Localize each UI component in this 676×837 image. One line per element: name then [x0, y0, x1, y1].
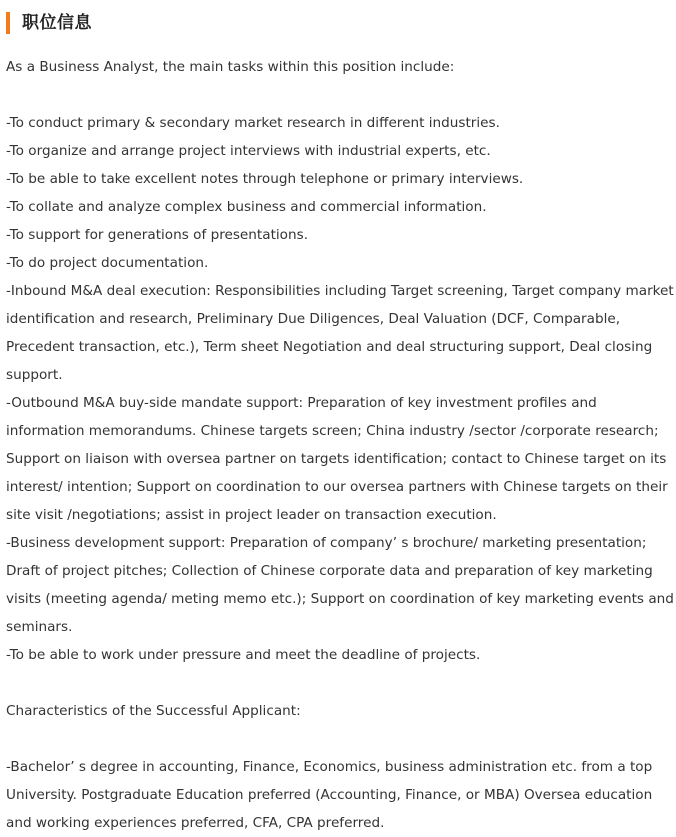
description-line: seminars. [6, 619, 73, 635]
description-line: visits (meeting agenda/ meting memo etc.); Support on coordination of key marketing events and [6, 591, 674, 607]
blank-line [6, 725, 674, 753]
description-line: -To conduct primary & secondary market research in different industries. [6, 115, 500, 131]
description-line: Precedent transaction, etc.), Term sheet Negotiation and deal structuring support, Deal closing [6, 339, 653, 355]
description-line: -To organize and arrange project interviews with industrial experts, etc. [6, 143, 491, 159]
description-line: and working experiences preferred, CFA, CPA preferred. [6, 815, 385, 831]
description-line: Draft of project pitches; Collection of Chinese corporate data and preparation of key marketing [6, 563, 653, 579]
description-line: -Outbound M&A buy-side mandate support: Preparation of key investment profiles and [6, 395, 597, 411]
description-line: As a Business Analyst, the main tasks within this position include: [6, 59, 455, 75]
description-line: identification and research, Preliminary Due Diligences, Deal Valuation (DCF, Comparable, [6, 311, 621, 327]
description-line: information memorandums. Chinese targets screen; China industry /sector /corporate research; [6, 423, 659, 439]
description-line: -To be able to take excellent notes through telephone or primary interviews. [6, 171, 524, 187]
description-line: -Bachelor’ s degree in accounting, Finance, Economics, business administration etc. from a top [6, 759, 653, 775]
blank-line [6, 81, 674, 109]
description-line: -Inbound M&A deal execution: Responsibilities including Target screening, Target company market [6, 283, 674, 299]
description-line: Characteristics of the Successful Applicant: [6, 703, 301, 719]
blank-line [6, 669, 674, 697]
job-description [6, 53, 674, 837]
description-line: interest/ intention; Support on coordination to our oversea partners with Chinese targets on their [6, 479, 668, 495]
description-line: Support on liaison with oversea partner on targets identification; contact to Chinese target on its [6, 451, 667, 467]
description-line: -Business development support: Preparation of company’ s brochure/ marketing presentation; [6, 535, 647, 551]
accent-bar [6, 12, 10, 34]
description-line: -To support for generations of presentations. [6, 227, 309, 243]
section-header [0, 0, 676, 48]
description-line: -To do project documentation. [6, 255, 209, 271]
description-line: site visit /negotiations; assist in project leader on transaction execution. [6, 507, 497, 523]
description-line: University. Postgraduate Education preferred (Accounting, Finance, or MBA) Oversea education [6, 787, 653, 803]
description-line: -To be able to work under pressure and meet the deadline of projects. [6, 647, 481, 663]
description-line: support. [6, 367, 63, 383]
section-title: 职位信息 [22, 13, 92, 33]
description-line: -To collate and analyze complex business and commercial information. [6, 199, 487, 215]
